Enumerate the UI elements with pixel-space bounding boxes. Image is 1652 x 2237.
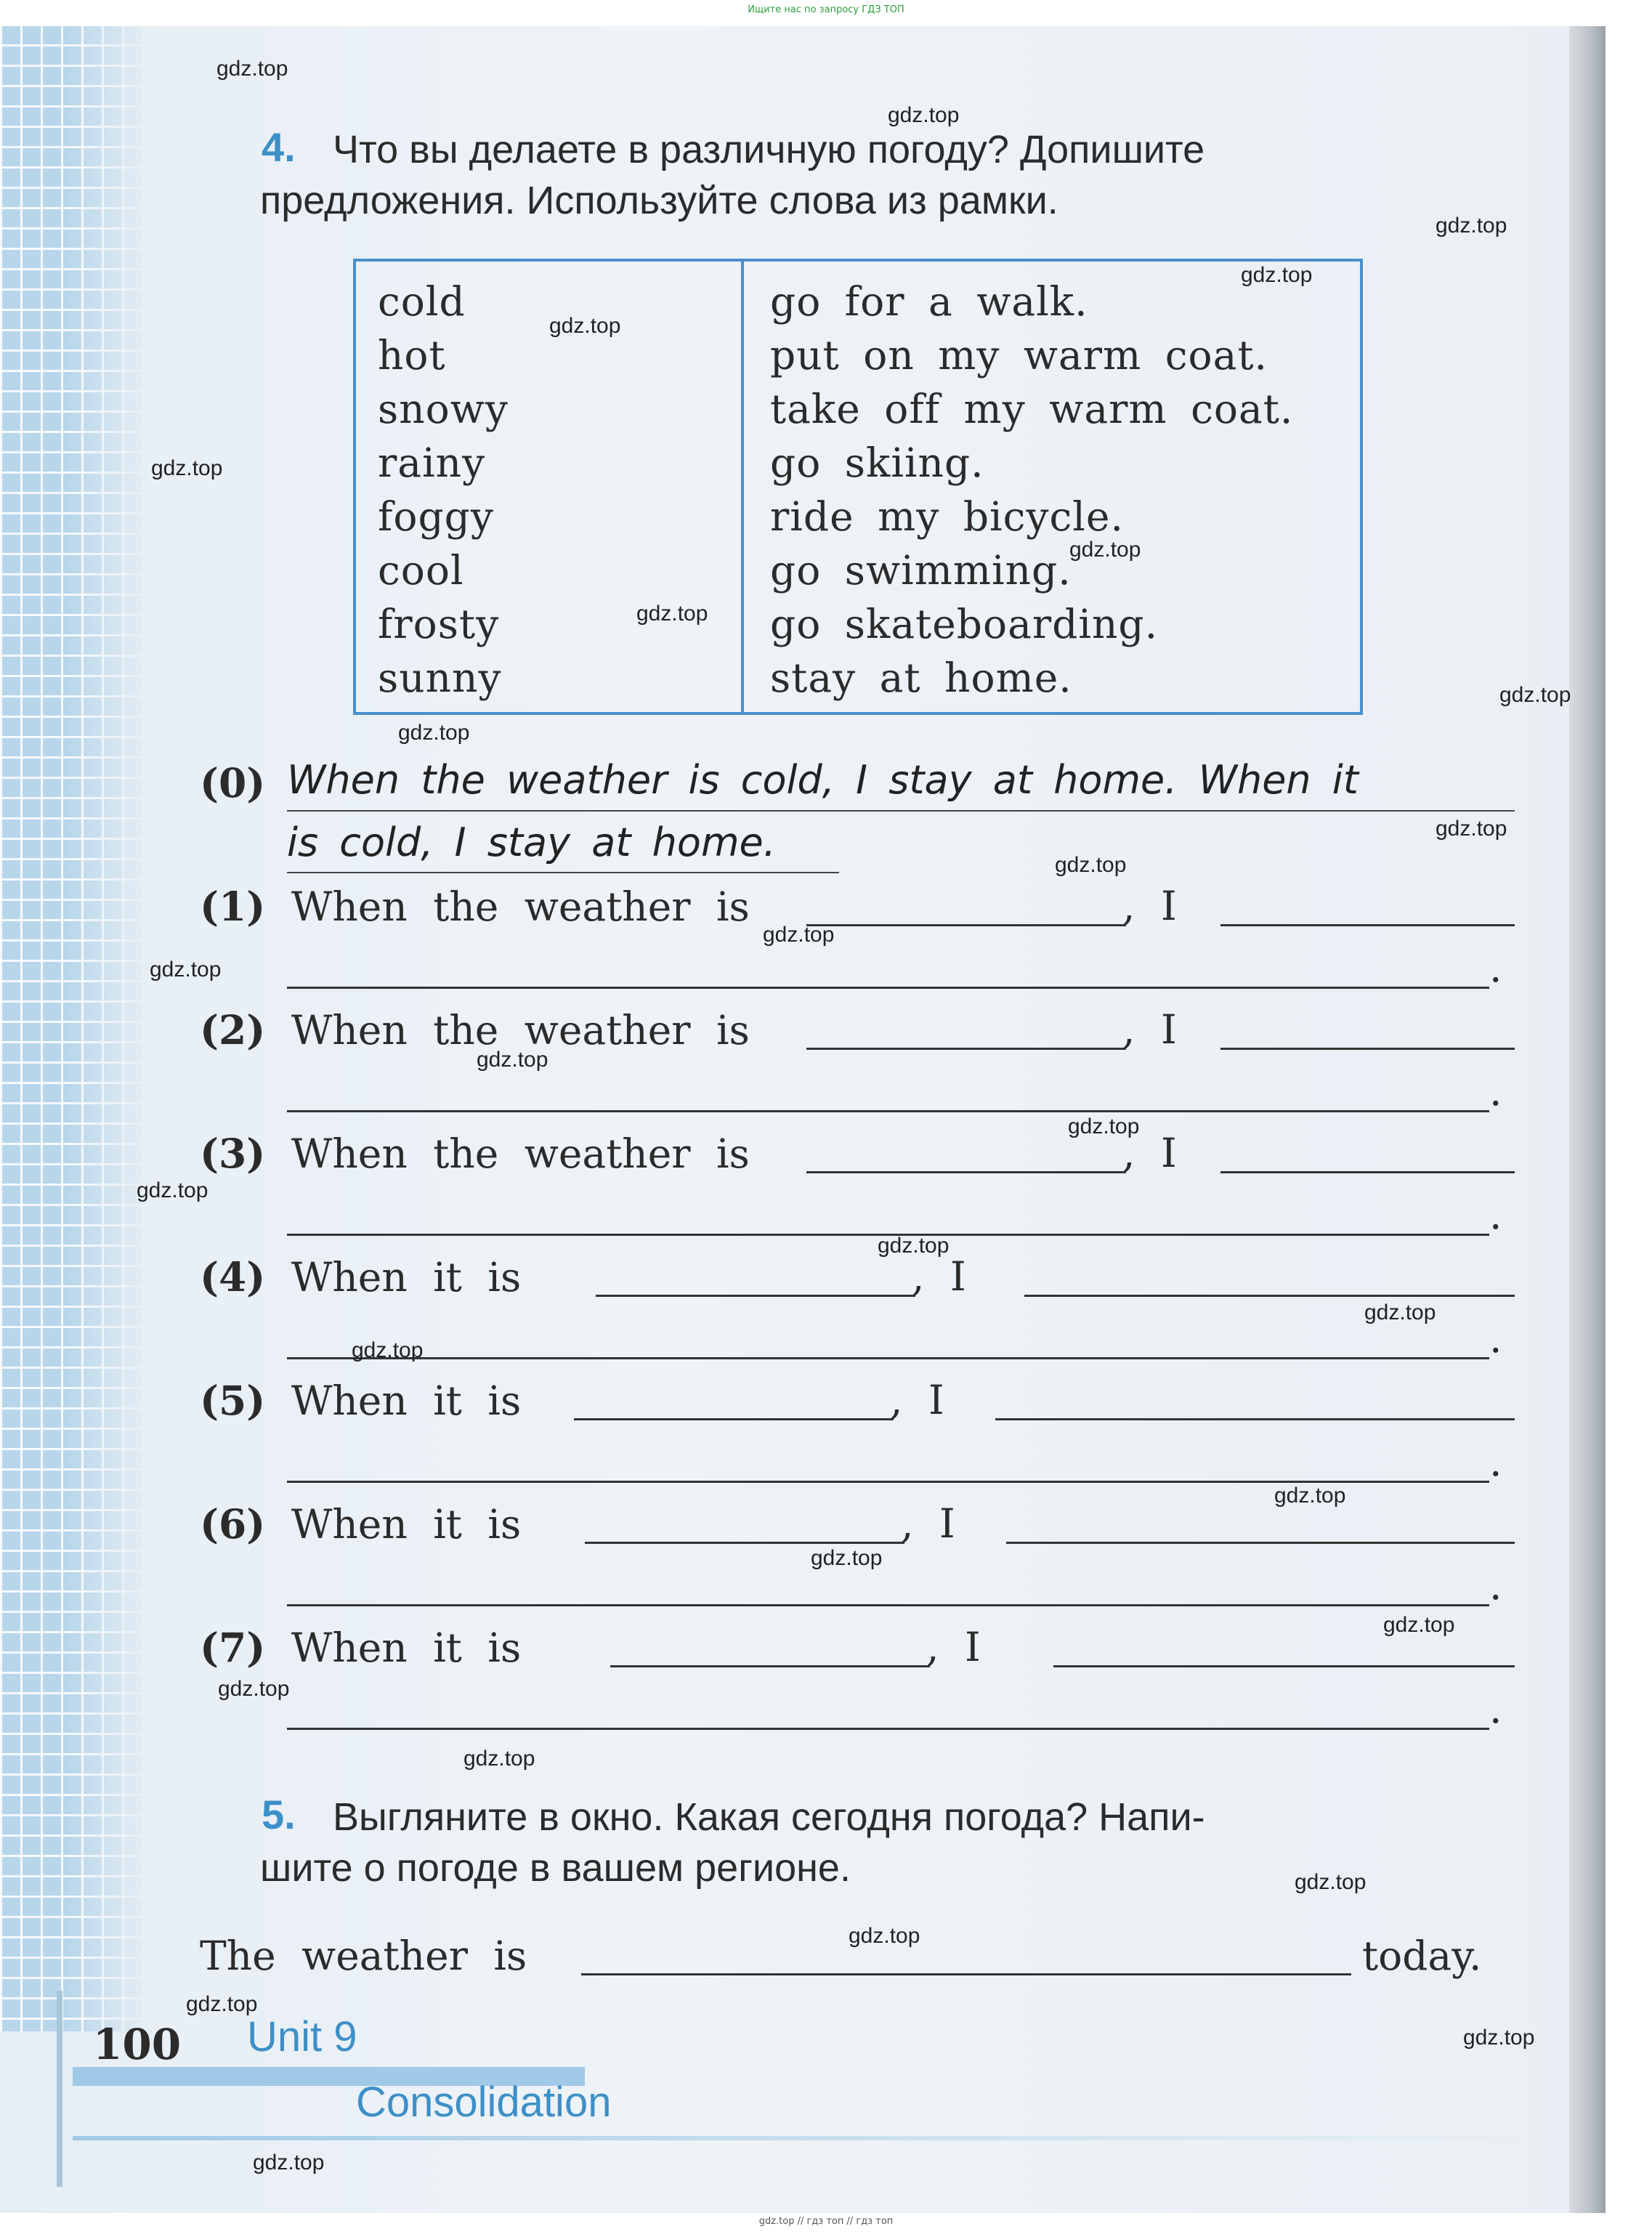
sentence-end: .	[1489, 1686, 1502, 1732]
task-4-number: 4.	[262, 124, 296, 170]
watermark: gdz.top	[137, 1178, 208, 1202]
item-5	[200, 1377, 521, 1424]
blank-weather-input[interactable]	[585, 1542, 904, 1544]
bottom-note: gdz.top // гдз топ // гдз топ	[758, 2216, 894, 2227]
item-comma-i: , I	[1122, 1130, 1177, 1176]
blank-weather-today-input[interactable]	[581, 1973, 1351, 1975]
example-number: (0)	[200, 759, 266, 806]
item-prefix: When the weather is	[291, 1130, 750, 1177]
watermark: gdz.top	[763, 923, 835, 947]
watermark: gdz.top	[1383, 1613, 1455, 1637]
watermark: gdz.top	[398, 721, 470, 745]
item-number: (5)	[200, 1377, 266, 1424]
weather-word: cold	[378, 278, 466, 325]
sentence-end: .	[1489, 1315, 1502, 1362]
item-comma-i: , I	[1122, 1006, 1177, 1053]
item-7	[200, 1624, 521, 1671]
blank-weather-input[interactable]	[610, 1665, 930, 1667]
task-5-number: 5.	[262, 1792, 296, 1837]
weather-word: sunny	[378, 655, 502, 701]
example-underline-2	[287, 872, 839, 873]
item-number: (2)	[200, 1006, 266, 1053]
watermark: gdz.top	[218, 1677, 290, 1701]
example-answer-line1: When the weather is cold, I stay at home. When it	[287, 757, 1359, 803]
blank-continuation-input[interactable]	[287, 1110, 1489, 1112]
task-4-title-line2: предложения. Используйте слова из рамки.	[260, 179, 1058, 222]
page-spine-shadow	[1569, 26, 1606, 2213]
weather-word: foggy	[378, 493, 494, 540]
weather-word: frosty	[378, 601, 500, 647]
watermark: gdz.top	[878, 1234, 950, 1258]
sentence-end: .	[1489, 944, 1502, 991]
item-1	[200, 883, 750, 930]
activity-phrase: go for a walk.	[770, 278, 1088, 325]
top-note: Ищите нас по запросу ГДЗ ТОП	[748, 4, 904, 15]
watermark: gdz.top	[1069, 538, 1141, 562]
page-number: 100	[93, 2020, 182, 2069]
watermark: gdz.top	[151, 456, 223, 480]
watermark: gdz.top	[1055, 853, 1127, 877]
footer-underline	[73, 2136, 1526, 2140]
watermark: gdz.top	[186, 1992, 258, 2016]
item-prefix: When it is	[291, 1378, 522, 1424]
item-comma-i: , I	[926, 1624, 981, 1670]
item-4	[200, 1253, 521, 1300]
sentence-end: .	[1489, 1562, 1502, 1609]
grid-decoration	[0, 26, 149, 2031]
watermark: gdz.top	[1295, 1870, 1366, 1894]
watermark: gdz.top	[1463, 2026, 1535, 2050]
activity-phrase: go skiing.	[770, 440, 984, 486]
watermark: gdz.top	[1274, 1484, 1346, 1508]
weather-words-column	[378, 275, 509, 705]
item-3	[200, 1130, 750, 1177]
blank-continuation-input[interactable]	[287, 1357, 1489, 1359]
item-comma-i: , I	[890, 1377, 944, 1423]
blank-activity-input[interactable]	[1220, 1171, 1515, 1173]
item-number: (6)	[200, 1500, 266, 1548]
blank-continuation-input[interactable]	[287, 987, 1489, 989]
watermark: gdz.top	[849, 1924, 920, 1948]
example-answer-line2: is cold, I stay at home.	[287, 820, 776, 865]
section-label: Consolidation	[356, 2079, 612, 2126]
watermark: gdz.top	[549, 314, 621, 338]
example-underline-1	[287, 810, 1515, 812]
item-6	[200, 1500, 521, 1548]
watermark: gdz.top	[1364, 1300, 1436, 1324]
item-comma-i: , I	[912, 1253, 966, 1300]
activity-phrase: go swimming.	[770, 547, 1072, 594]
blank-weather-input[interactable]	[806, 1171, 1126, 1173]
activity-phrase: stay at home.	[770, 655, 1072, 701]
blank-activity-input[interactable]	[1220, 1048, 1515, 1050]
watermark: gdz.top	[1436, 817, 1507, 841]
sentence-end: .	[1489, 1439, 1502, 1485]
activity-phrase: go skateboarding.	[770, 601, 1159, 647]
blank-weather-input[interactable]	[806, 924, 1126, 926]
item-comma-i: , I	[901, 1500, 955, 1547]
word-box-divider	[741, 262, 744, 712]
watermark: gdz.top	[253, 2151, 325, 2175]
task-5-title-line2: шите о погоде в вашем регионе.	[260, 1846, 851, 1890]
item-prefix: When it is	[291, 1501, 522, 1548]
watermark: gdz.top	[150, 958, 222, 982]
word-box	[353, 259, 1363, 715]
watermark: gdz.top	[216, 57, 288, 81]
blank-weather-input[interactable]	[806, 1048, 1126, 1050]
item-prefix: When it is	[291, 1625, 522, 1671]
activity-phrase: take off my warm coat.	[770, 386, 1294, 432]
activity-phrase: put on my warm coat.	[770, 332, 1268, 379]
task-4-title-line1: Что вы делаете в различную погоду? Допишите	[333, 128, 1205, 171]
unit-label: Unit 9	[247, 2013, 357, 2060]
watermark: gdz.top	[1241, 263, 1313, 287]
blank-continuation-input[interactable]	[287, 1728, 1489, 1730]
blank-weather-input[interactable]	[574, 1418, 894, 1420]
watermark: gdz.top	[477, 1048, 548, 1072]
watermark: gdz.top	[1436, 214, 1507, 238]
item-number: (3)	[200, 1130, 266, 1177]
item-number: (1)	[200, 883, 266, 930]
weather-word: cool	[378, 547, 464, 594]
item-2	[200, 1006, 750, 1053]
item-prefix: When the weather is	[291, 883, 750, 930]
blank-continuation-input[interactable]	[287, 1481, 1489, 1483]
task-5-sentence-start: The weather is	[200, 1933, 527, 1979]
task-5-title-line1: Выгляните в окно. Какая сегодня погода? Напи-	[333, 1795, 1205, 1839]
item-number: (7)	[200, 1624, 266, 1671]
blank-continuation-input[interactable]	[287, 1604, 1489, 1606]
footer-vertical-bar	[57, 1991, 62, 2187]
watermark: gdz.top	[352, 1338, 424, 1362]
sentence-end: .	[1489, 1068, 1502, 1115]
item-comma-i: , I	[1122, 883, 1177, 929]
watermark: gdz.top	[1068, 1115, 1140, 1138]
blank-activity-input[interactable]	[1220, 924, 1515, 926]
blank-activity-input[interactable]	[1053, 1665, 1515, 1667]
item-prefix: When the weather is	[291, 1007, 750, 1053]
item-number: (4)	[200, 1253, 266, 1300]
watermark: gdz.top	[811, 1546, 883, 1570]
task-5-sentence-end: today.	[1362, 1933, 1482, 1979]
weather-word: snowy	[378, 386, 509, 432]
watermark: gdz.top	[888, 103, 960, 127]
watermark: gdz.top	[636, 602, 708, 626]
watermark: gdz.top	[1499, 683, 1571, 707]
weather-word: hot	[378, 332, 446, 379]
blank-weather-input[interactable]	[596, 1295, 915, 1297]
blank-activity-input[interactable]	[1024, 1295, 1515, 1297]
watermark: gdz.top	[463, 1747, 535, 1771]
activity-phrase: ride my bicycle.	[770, 493, 1124, 540]
blank-activity-input[interactable]	[995, 1418, 1515, 1420]
weather-word: rainy	[378, 440, 486, 486]
sentence-end: .	[1489, 1192, 1502, 1238]
blank-activity-input[interactable]	[1006, 1542, 1515, 1544]
item-prefix: When it is	[291, 1254, 522, 1300]
activities-column	[770, 275, 1293, 705]
